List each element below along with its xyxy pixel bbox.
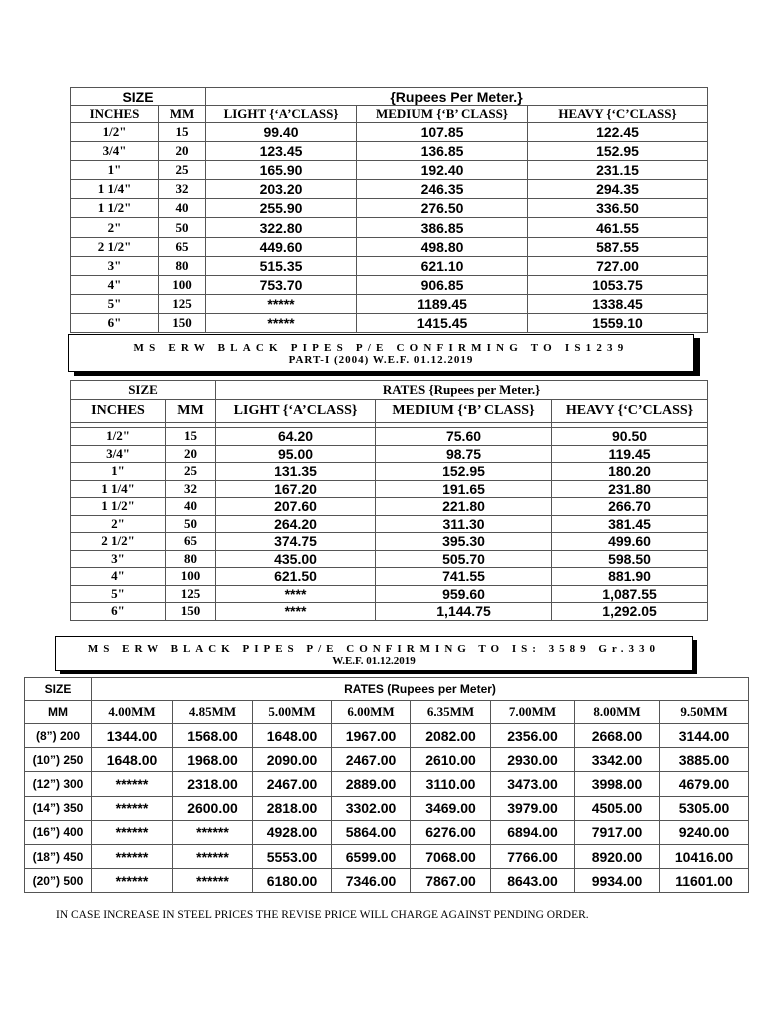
rate-cell: ****** xyxy=(173,869,253,893)
heavy-rate-cell: 119.45 xyxy=(552,445,708,463)
light-rate-cell: 99.40 xyxy=(206,123,357,142)
col-header-mm: MM xyxy=(166,400,216,423)
rate-cell: 2090.00 xyxy=(253,748,332,772)
heavy-rate-cell: 90.50 xyxy=(552,428,708,446)
size-cell: (12”) 300 xyxy=(25,772,92,796)
light-rate-cell: 207.60 xyxy=(216,498,376,516)
rate-cell: 10416.00 xyxy=(660,844,749,868)
mm-cell: 65 xyxy=(159,237,206,256)
rate-cell: ****** xyxy=(92,796,173,820)
table-row xyxy=(71,218,708,237)
mm-cell: 100 xyxy=(159,275,206,294)
inches-cell: 3/4" xyxy=(71,142,159,161)
size-header: SIZE xyxy=(71,381,216,400)
rate-cell: ****** xyxy=(173,820,253,844)
table-row xyxy=(71,142,708,161)
banner-2-line-1: MS ERW BLACK PIPES P/E CONFIRMING TO IS: 3589 Gr.330 xyxy=(87,643,661,655)
rates-header: {Rupees Per Meter.} xyxy=(206,88,708,106)
heavy-rate-cell: 152.95 xyxy=(528,142,708,161)
mm-cell: 100 xyxy=(166,568,216,586)
footer-note: IN CASE INCREASE IN STEEL PRICES THE REVISE PRICE WILL CHARGE AGAINST PENDING ORDER. xyxy=(56,909,589,921)
light-rate-cell: 449.60 xyxy=(206,237,357,256)
col-header-inches: INCHES xyxy=(71,106,159,123)
col-header-thickness: 4.85MM xyxy=(173,701,253,724)
inches-cell: 1 1/2" xyxy=(71,498,166,516)
rate-cell: 2889.00 xyxy=(332,772,411,796)
light-rate-cell: 131.35 xyxy=(216,463,376,481)
medium-rate-cell: 246.35 xyxy=(357,180,528,199)
table-row xyxy=(71,275,708,294)
table-row xyxy=(71,294,708,313)
col-header-heavy: HEAVY {‘C’CLASS} xyxy=(552,400,708,423)
rate-cell: 4505.00 xyxy=(575,796,660,820)
col-header-mm: MM xyxy=(159,106,206,123)
rate-cell: 6894.00 xyxy=(491,820,575,844)
mm-cell: 25 xyxy=(166,463,216,481)
heavy-rate-cell: 1559.10 xyxy=(528,313,708,332)
col-header-medium: MEDIUM {‘B’ CLASS} xyxy=(376,400,552,423)
heavy-rate-cell: 231.80 xyxy=(552,480,708,498)
table-row xyxy=(71,123,708,142)
table-row xyxy=(71,161,708,180)
mm-cell: 65 xyxy=(166,533,216,551)
light-rate-cell: 515.35 xyxy=(206,256,357,275)
light-rate-cell: 64.20 xyxy=(216,428,376,446)
banner-1 xyxy=(68,334,694,372)
rate-cell: 2356.00 xyxy=(491,724,575,748)
rate-cell: 3979.00 xyxy=(491,796,575,820)
rate-cell: 7766.00 xyxy=(491,844,575,868)
rate-cell: 3342.00 xyxy=(575,748,660,772)
mm-cell: 20 xyxy=(166,445,216,463)
light-rate-cell: 95.00 xyxy=(216,445,376,463)
inches-cell: 2 1/2" xyxy=(71,533,166,551)
col-header-thickness: 6.35MM xyxy=(411,701,491,724)
medium-rate-cell: 621.10 xyxy=(357,256,528,275)
col-header-thickness: 4.00MM xyxy=(92,701,173,724)
inches-cell: 1/2" xyxy=(71,123,159,142)
medium-rate-cell: 75.60 xyxy=(376,428,552,446)
inches-cell: 5" xyxy=(71,585,166,603)
table-row xyxy=(71,515,708,533)
rate-cell: ****** xyxy=(173,844,253,868)
table-row xyxy=(25,724,749,748)
inches-cell: 2" xyxy=(71,515,166,533)
table-row xyxy=(71,313,708,332)
rate-cell: 2930.00 xyxy=(491,748,575,772)
table-row xyxy=(25,748,749,772)
medium-rate-cell: 498.80 xyxy=(357,237,528,256)
table-row xyxy=(71,428,708,446)
mm-cell: 32 xyxy=(166,480,216,498)
inches-cell: 1" xyxy=(71,463,166,481)
light-rate-cell: 621.50 xyxy=(216,568,376,586)
rate-cell: 2600.00 xyxy=(173,796,253,820)
rate-cell: 2467.00 xyxy=(332,748,411,772)
light-rate-cell: **** xyxy=(216,585,376,603)
medium-rate-cell: 152.95 xyxy=(376,463,552,481)
inches-cell: 1 1/2" xyxy=(71,199,159,218)
heavy-rate-cell: 499.60 xyxy=(552,533,708,551)
heavy-rate-cell: 381.45 xyxy=(552,515,708,533)
mm-cell: 25 xyxy=(159,161,206,180)
rate-cell: 3885.00 xyxy=(660,748,749,772)
mm-cell: 150 xyxy=(166,603,216,621)
col-header-light: LIGHT {‘A’CLASS} xyxy=(216,400,376,423)
medium-rate-cell: 1,144.75 xyxy=(376,603,552,621)
mm-cell: 80 xyxy=(159,256,206,275)
size-header: SIZE xyxy=(25,678,92,701)
mm-cell: 50 xyxy=(159,218,206,237)
size-cell: (16”) 400 xyxy=(25,820,92,844)
size-cell: (14”) 350 xyxy=(25,796,92,820)
light-rate-cell: **** xyxy=(216,603,376,621)
medium-rate-cell: 505.70 xyxy=(376,550,552,568)
heavy-rate-cell: 231.15 xyxy=(528,161,708,180)
table-row xyxy=(71,199,708,218)
medium-rate-cell: 311.30 xyxy=(376,515,552,533)
inches-cell: 2" xyxy=(71,218,159,237)
inches-cell: 3/4" xyxy=(71,445,166,463)
rate-cell: 5864.00 xyxy=(332,820,411,844)
inches-cell: 1 1/4" xyxy=(71,480,166,498)
rate-cell: 1344.00 xyxy=(92,724,173,748)
rate-cell: 3302.00 xyxy=(332,796,411,820)
mm-cell: 40 xyxy=(166,498,216,516)
rate-cell: 5553.00 xyxy=(253,844,332,868)
light-rate-cell: ***** xyxy=(206,313,357,332)
medium-rate-cell: 906.85 xyxy=(357,275,528,294)
rate-cell: 4928.00 xyxy=(253,820,332,844)
mm-cell: 32 xyxy=(159,180,206,199)
col-header-mm: MM xyxy=(25,701,92,724)
heavy-rate-cell: 122.45 xyxy=(528,123,708,142)
light-rate-cell: 167.20 xyxy=(216,480,376,498)
inches-cell: 5" xyxy=(71,294,159,313)
medium-rate-cell: 276.50 xyxy=(357,199,528,218)
light-rate-cell: 123.45 xyxy=(206,142,357,161)
mm-cell: 40 xyxy=(159,199,206,218)
inches-cell: 1/2" xyxy=(71,428,166,446)
mm-cell: 50 xyxy=(166,515,216,533)
heavy-rate-cell: 180.20 xyxy=(552,463,708,481)
light-rate-cell: 255.90 xyxy=(206,199,357,218)
rate-cell: 7346.00 xyxy=(332,869,411,893)
banner-2-line-2: W.E.F. 01.12.2019 xyxy=(332,655,416,667)
table-row xyxy=(25,844,749,868)
rate-cell: 8643.00 xyxy=(491,869,575,893)
rate-cell: ****** xyxy=(92,820,173,844)
banner-1-line-2: PART-I (2004) W.E.F. 01.12.2019 xyxy=(288,354,474,366)
heavy-rate-cell: 266.70 xyxy=(552,498,708,516)
light-rate-cell: 374.75 xyxy=(216,533,376,551)
medium-rate-cell: 221.80 xyxy=(376,498,552,516)
rate-cell: 1648.00 xyxy=(92,748,173,772)
rate-cell: 2082.00 xyxy=(411,724,491,748)
rate-cell: ****** xyxy=(92,844,173,868)
inches-cell: 1" xyxy=(71,161,159,180)
table-row xyxy=(71,180,708,199)
table-row xyxy=(71,603,708,621)
rate-cell: 2818.00 xyxy=(253,796,332,820)
medium-rate-cell: 107.85 xyxy=(357,123,528,142)
table-row xyxy=(25,820,749,844)
medium-rate-cell: 98.75 xyxy=(376,445,552,463)
table-row xyxy=(71,445,708,463)
rate-cell: 1648.00 xyxy=(253,724,332,748)
rate-cell: ****** xyxy=(92,869,173,893)
inches-cell: 1 1/4" xyxy=(71,180,159,199)
medium-rate-cell: 1415.45 xyxy=(357,313,528,332)
col-header-thickness: 5.00MM xyxy=(253,701,332,724)
heavy-rate-cell: 727.00 xyxy=(528,256,708,275)
col-header-thickness: 6.00MM xyxy=(332,701,411,724)
mm-cell: 125 xyxy=(166,585,216,603)
heavy-rate-cell: 336.50 xyxy=(528,199,708,218)
table-row xyxy=(25,796,749,820)
col-header-thickness: 9.50MM xyxy=(660,701,749,724)
medium-rate-cell: 959.60 xyxy=(376,585,552,603)
light-rate-cell: ***** xyxy=(206,294,357,313)
inches-cell: 4" xyxy=(71,275,159,294)
mm-cell: 80 xyxy=(166,550,216,568)
light-rate-cell: 322.80 xyxy=(206,218,357,237)
mm-cell: 150 xyxy=(159,313,206,332)
light-rate-cell: 753.70 xyxy=(206,275,357,294)
rate-cell: 4679.00 xyxy=(660,772,749,796)
rate-cell: 7917.00 xyxy=(575,820,660,844)
heavy-rate-cell: 587.55 xyxy=(528,237,708,256)
table-row xyxy=(71,463,708,481)
size-header: SIZE xyxy=(71,88,206,106)
heavy-rate-cell: 881.90 xyxy=(552,568,708,586)
rate-cell: 7068.00 xyxy=(411,844,491,868)
inches-cell: 3" xyxy=(71,256,159,275)
medium-rate-cell: 395.30 xyxy=(376,533,552,551)
rate-cell: 1968.00 xyxy=(173,748,253,772)
heavy-rate-cell: 1338.45 xyxy=(528,294,708,313)
rate-cell: 6276.00 xyxy=(411,820,491,844)
inches-cell: 6" xyxy=(71,603,166,621)
rate-cell: 7867.00 xyxy=(411,869,491,893)
rates-header: RATES {Rupees per Meter.} xyxy=(216,381,708,400)
rate-cell: 2467.00 xyxy=(253,772,332,796)
col-header-light: LIGHT {‘A’CLASS} xyxy=(206,106,357,123)
rates-table-2 xyxy=(70,380,708,621)
medium-rate-cell: 191.65 xyxy=(376,480,552,498)
inches-cell: 3" xyxy=(71,550,166,568)
rate-cell: 1967.00 xyxy=(332,724,411,748)
size-cell: (20”) 500 xyxy=(25,869,92,893)
mm-cell: 15 xyxy=(166,428,216,446)
col-header-thickness: 8.00MM xyxy=(575,701,660,724)
table-row xyxy=(25,772,749,796)
rate-cell: 8920.00 xyxy=(575,844,660,868)
inches-cell: 4" xyxy=(71,568,166,586)
rate-cell: ****** xyxy=(92,772,173,796)
rate-cell: 3469.00 xyxy=(411,796,491,820)
light-rate-cell: 435.00 xyxy=(216,550,376,568)
col-header-inches: INCHES xyxy=(71,400,166,423)
col-header-medium: MEDIUM {‘B’ CLASS} xyxy=(357,106,528,123)
col-header-heavy: HEAVY {‘C’CLASS} xyxy=(528,106,708,123)
medium-rate-cell: 192.40 xyxy=(357,161,528,180)
light-rate-cell: 165.90 xyxy=(206,161,357,180)
size-cell: (18”) 450 xyxy=(25,844,92,868)
mm-cell: 20 xyxy=(159,142,206,161)
heavy-rate-cell: 1053.75 xyxy=(528,275,708,294)
heavy-rate-cell: 461.55 xyxy=(528,218,708,237)
table-row xyxy=(71,256,708,275)
rate-cell: 6180.00 xyxy=(253,869,332,893)
rate-cell: 11601.00 xyxy=(660,869,749,893)
rate-cell: 9934.00 xyxy=(575,869,660,893)
light-rate-cell: 264.20 xyxy=(216,515,376,533)
table-row xyxy=(71,480,708,498)
medium-rate-cell: 136.85 xyxy=(357,142,528,161)
rate-cell: 3998.00 xyxy=(575,772,660,796)
heavy-rate-cell: 1,087.55 xyxy=(552,585,708,603)
table-row xyxy=(25,869,749,893)
table-row xyxy=(71,533,708,551)
rate-cell: 1568.00 xyxy=(173,724,253,748)
heavy-rate-cell: 598.50 xyxy=(552,550,708,568)
light-rate-cell: 203.20 xyxy=(206,180,357,199)
table-row xyxy=(71,498,708,516)
col-header-thickness: 7.00MM xyxy=(491,701,575,724)
medium-rate-cell: 386.85 xyxy=(357,218,528,237)
rate-cell: 2668.00 xyxy=(575,724,660,748)
rate-cell: 9240.00 xyxy=(660,820,749,844)
rates-table-1 xyxy=(70,87,708,333)
size-cell: (8”) 200 xyxy=(25,724,92,748)
table-row xyxy=(71,585,708,603)
rates-header: RATES (Rupees per Meter) xyxy=(92,678,749,701)
rates-table-3 xyxy=(24,677,749,893)
heavy-rate-cell: 1,292.05 xyxy=(552,603,708,621)
medium-rate-cell: 741.55 xyxy=(376,568,552,586)
table-row xyxy=(71,550,708,568)
medium-rate-cell: 1189.45 xyxy=(357,294,528,313)
mm-cell: 15 xyxy=(159,123,206,142)
banner-1-line-1: MS ERW BLACK PIPES P/E CONFIRMING TO IS1239 xyxy=(133,342,629,354)
rate-cell: 3144.00 xyxy=(660,724,749,748)
heavy-rate-cell: 294.35 xyxy=(528,180,708,199)
rate-cell: 6599.00 xyxy=(332,844,411,868)
size-cell: (10”) 250 xyxy=(25,748,92,772)
banner-2 xyxy=(55,636,693,671)
rate-cell: 2318.00 xyxy=(173,772,253,796)
table-row xyxy=(71,237,708,256)
rate-cell: 2610.00 xyxy=(411,748,491,772)
table-row xyxy=(71,568,708,586)
rate-cell: 3473.00 xyxy=(491,772,575,796)
mm-cell: 125 xyxy=(159,294,206,313)
rate-cell: 5305.00 xyxy=(660,796,749,820)
rate-cell: 3110.00 xyxy=(411,772,491,796)
inches-cell: 2 1/2" xyxy=(71,237,159,256)
inches-cell: 6" xyxy=(71,313,159,332)
